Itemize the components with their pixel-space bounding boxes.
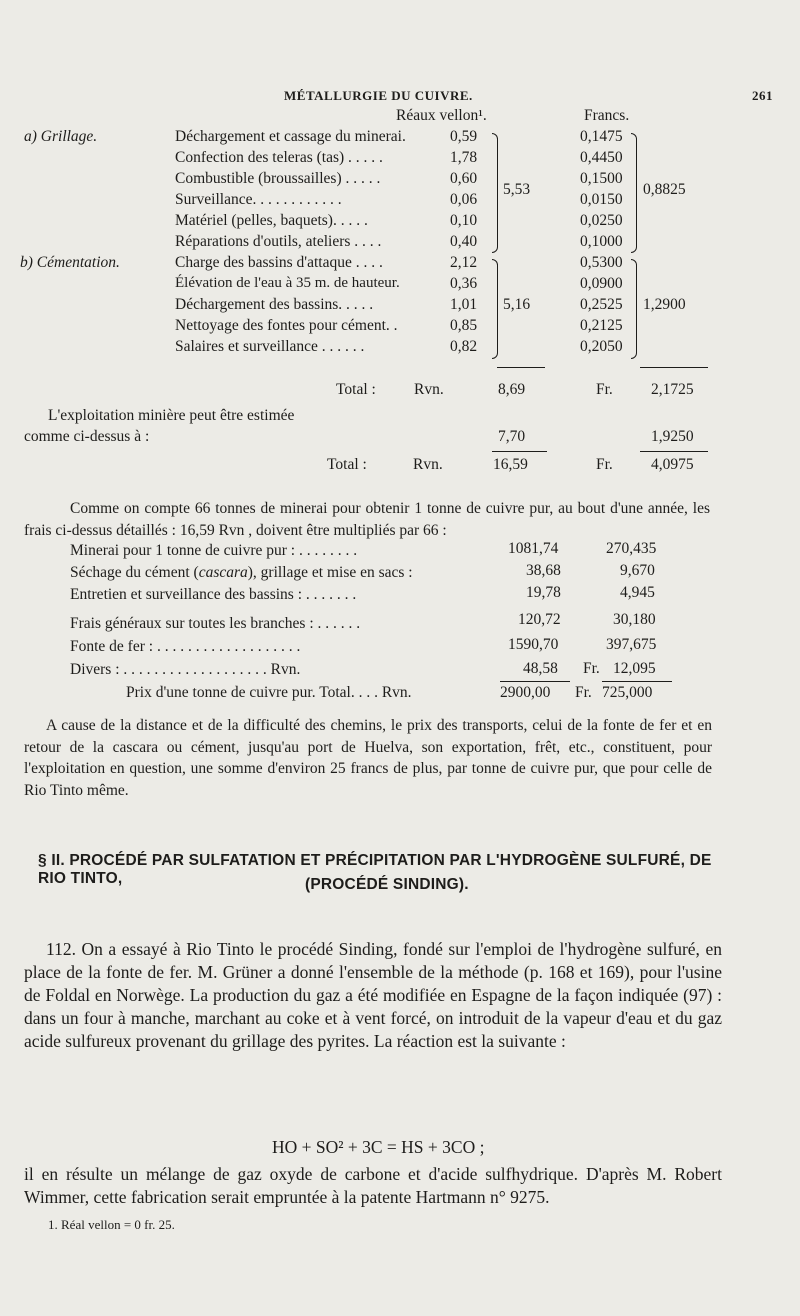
list-item-unit: Fr.: [583, 660, 600, 677]
table-row-label: Combustible (broussailles) . . . . .: [175, 170, 381, 187]
table-row-francs: 0,2125: [580, 317, 623, 334]
total2-francs: 4,0975: [651, 456, 694, 473]
list-item-label: Séchage du cément (cascara), grillage et mise en sacs :: [70, 564, 413, 581]
total1-unit2: Fr.: [596, 381, 613, 398]
cementation-label: b) Cémentation.: [20, 254, 120, 271]
table-row-reaux: 2,12: [450, 254, 478, 271]
table-row-label: Déchargement des bassins. . . . .: [175, 296, 374, 313]
total1-francs: 2,1725: [651, 381, 694, 398]
table-row-francs: 0,2050: [580, 338, 623, 355]
grillage-reaux-brace: [492, 133, 498, 253]
list-item-francs: 30,180: [613, 611, 656, 628]
price-francs: 725,000: [602, 684, 653, 701]
list-item-label: Frais généraux sur toutes les branches : . . . . . .: [70, 615, 361, 632]
table-row-label: Confection des teleras (tas) . . . . .: [175, 149, 383, 166]
list-item-reaux: 1081,74: [508, 540, 559, 557]
table-row-francs: 0,1500: [580, 170, 623, 187]
table-row-reaux: 0,60: [450, 170, 478, 187]
grillage-label: a) Grillage.: [24, 128, 98, 145]
table-row-reaux: 0,10: [450, 212, 478, 229]
table-row-francs: 0,1000: [580, 233, 623, 250]
table-row-francs: 0,1475: [580, 128, 623, 145]
total2-reaux: 16,59: [493, 456, 528, 473]
total2-label: Total :: [327, 456, 367, 473]
table-row-reaux: 1,78: [450, 149, 478, 166]
price-unit: Fr.: [575, 684, 592, 701]
grillage-subtotal-reaux: 5,53: [503, 181, 531, 198]
transport-paragraph: A cause de la distance et de la difficulté des chemins, le prix des transports, celui de la fonte de fer et en retour de la cascara ou cément, jusqu'au port de Huelva, son exportation, frêt, etc., constituent, pour l'exploitation en question, une somme d'environ 25 francs de plus, par tonne de cuivre pur, que pour celle de Rio Tinto même.: [24, 717, 712, 799]
section-subtitle: (PROCÉDÉ SINDING).: [305, 876, 469, 893]
table-row-reaux: 1,01: [450, 296, 478, 313]
list-item-reaux: 48,58: [523, 660, 558, 677]
table-row-label: Nettoyage des fontes pour cément. .: [175, 317, 398, 334]
table-row-label: Déchargement et cassage du minerai.: [175, 128, 406, 145]
list-item-label: Minerai pour 1 tonne de cuivre pur : . . . . . . . .: [70, 542, 358, 559]
total1-reaux: 8,69: [498, 381, 526, 398]
list-item-reaux: 38,68: [526, 562, 561, 579]
total1-rule-reaux: [497, 367, 545, 368]
table-row-label: Charge des bassins d'attaque . . . .: [175, 254, 383, 271]
table-row-label: Salaires et surveillance . . . . . .: [175, 338, 365, 355]
list-item-reaux: 19,78: [526, 584, 561, 601]
exploitation-reaux: 7,70: [498, 428, 526, 445]
table-row-reaux: 0,85: [450, 317, 478, 334]
price-label: Prix d'une tonne de cuivre pur. Total. . . . Rvn.: [126, 684, 412, 701]
table-row-reaux: 0,82: [450, 338, 478, 355]
price-rule-reaux: [500, 681, 570, 682]
table-row-francs: 0,0250: [580, 212, 623, 229]
table-row-reaux: 0,59: [450, 128, 478, 145]
page-number: 261: [752, 88, 773, 103]
running-title: MÉTALLURGIE DU CUIVRE.: [284, 88, 473, 103]
table-row-francs: 0,2525: [580, 296, 623, 313]
cementation-francs-brace: [631, 259, 637, 359]
grillage-francs-brace: [631, 133, 637, 253]
price-reaux: 2900,00: [500, 684, 551, 701]
list-item-reaux: 1590,70: [508, 636, 559, 653]
cementation-reaux-brace: [492, 259, 498, 359]
total2-unit2: Fr.: [596, 456, 613, 473]
total1-unit: Rvn.: [414, 381, 444, 398]
table-row-label: Élévation de l'eau à 35 m. de hauteur.: [175, 275, 400, 291]
total1-rule-francs: [640, 367, 708, 368]
list-item-francs: 270,435: [606, 540, 657, 557]
list-item-label: Divers : . . . . . . . . . . . . . . . . . . . Rvn.: [70, 661, 301, 678]
list-item-francs: 12,095: [613, 660, 656, 677]
table-row-francs: 0,0900: [580, 275, 623, 292]
total2-rule-francs: [640, 451, 708, 452]
table-row-francs: 0,5300: [580, 254, 623, 271]
column-head-reaux: Réaux vellon¹.: [396, 107, 487, 124]
grillage-subtotal-francs: 0,8825: [643, 181, 686, 198]
list-item-francs: 4,945: [620, 584, 655, 601]
table-row-label: Matériel (pelles, baquets). . . . .: [175, 212, 368, 229]
footnote: 1. Réal vellon = 0 fr. 25.: [48, 1217, 175, 1232]
price-rule-francs: [602, 681, 672, 682]
total2-unit: Rvn.: [413, 456, 443, 473]
intro-paragraph: Comme on compte 66 tonnes de minerai pour obtenir 1 tonne de cuivre pur, au bout d'une année, les frais ci-dessus détaillés : 16,59 Rvn , doivent être multipliés par 66 :: [24, 500, 710, 539]
exploitation-francs: 1,9250: [651, 428, 694, 445]
section-title: § II. PROCÉDÉ PAR SULFATATION ET PRÉCIPITATION PAR L'HYDROGÈNE SULFURÉ, DE RIO TINTO,: [38, 852, 712, 887]
cementation-subtotal-reaux: 5,16: [503, 296, 531, 313]
reaction-equation: HO + SO² + 3C = HS + 3CO ;: [272, 1137, 485, 1157]
table-row-reaux: 0,06: [450, 191, 478, 208]
sinding-paragraph: 112. On a essayé à Rio Tinto le procédé Sinding, fondé sur l'emploi de l'hydrogène sulfuré, en place de la fonte de fer. M. Grüner a donné l'ensemble de la méthode (p. 168 et 169), pour l'usine de Foldal en Norwège. La production du gaz a été modifiée en Espagne de la façon indiquée (97) : dans un four à manche, marchant au coke et à vent forcé, on introduit de la vapeur d'eau et du gaz acide sulfureux provenant du grillage des pyrites. La réaction est la suivante :: [24, 939, 722, 1051]
total2-rule-reaux: [492, 451, 547, 452]
cementation-subtotal-francs: 1,2900: [643, 296, 686, 313]
exploitation-line2: comme ci-dessus à :: [24, 428, 150, 445]
table-row-label: Réparations d'outils, ateliers . . . .: [175, 233, 382, 250]
table-row-francs: 0,0150: [580, 191, 623, 208]
column-head-francs: Francs.: [584, 107, 630, 124]
table-row-label: Surveillance. . . . . . . . . . . .: [175, 191, 342, 208]
table-row-francs: 0,4450: [580, 149, 623, 166]
list-item-francs: 9,670: [620, 562, 655, 579]
table-row-reaux: 0,36: [450, 275, 478, 292]
list-item-label: Entretien et surveillance des bassins : . . . . . . .: [70, 586, 357, 603]
list-item-francs: 397,675: [606, 636, 657, 653]
wimmer-paragraph: il en résulte un mélange de gaz oxyde de carbone et d'acide sulfhydrique. D'après M. Robert Wimmer, cette fabrication serait empruntée à la patente Hartmann n° 9275.: [24, 1164, 722, 1207]
list-item-label: Fonte de fer : . . . . . . . . . . . . . . . . . . .: [70, 638, 301, 655]
table-row-reaux: 0,40: [450, 233, 478, 250]
total1-label: Total :: [336, 381, 376, 398]
list-item-reaux: 120,72: [518, 611, 561, 628]
exploitation-line1: L'exploitation minière peut être estimée: [48, 407, 295, 424]
